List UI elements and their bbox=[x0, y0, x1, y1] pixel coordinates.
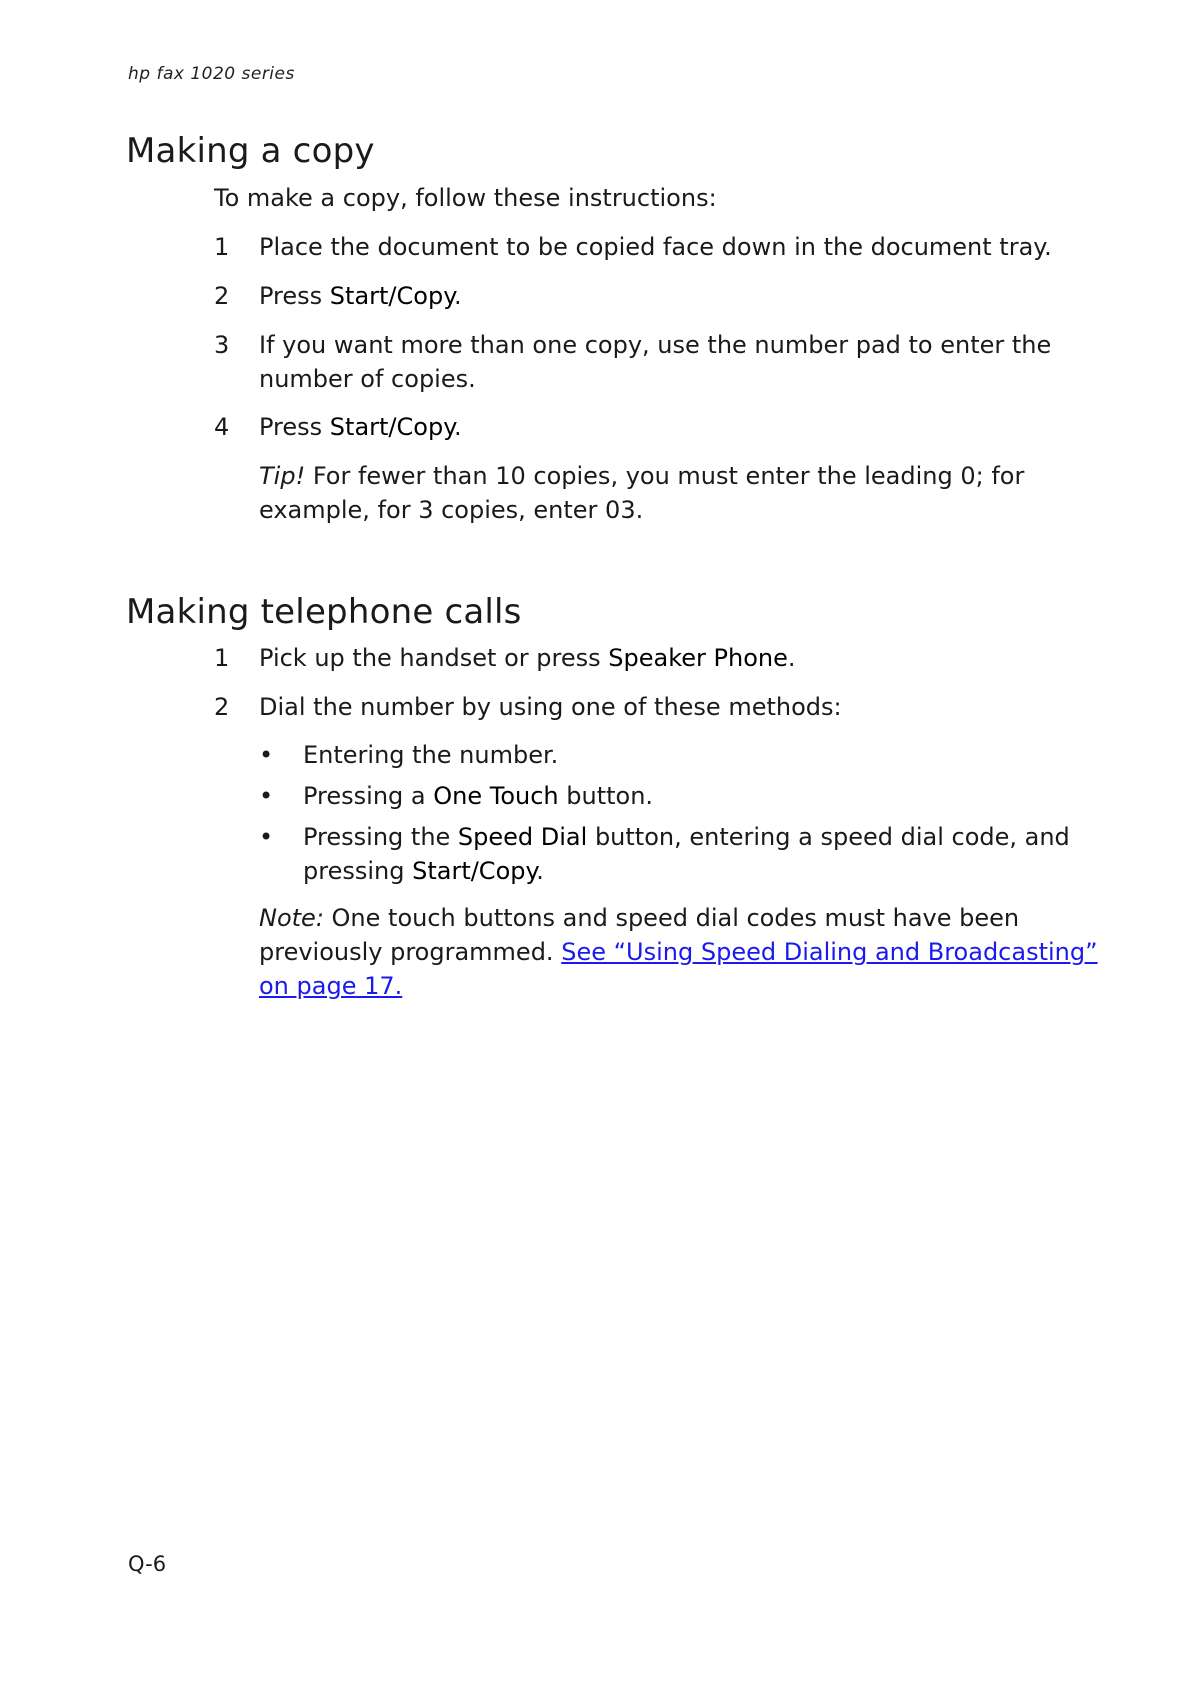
copy-step-2 bbox=[259, 279, 462, 313]
note-text-line-2: previously programmed. bbox=[259, 938, 562, 966]
key-label-start-copy: Start/Copy bbox=[329, 282, 454, 310]
method-one-touch bbox=[303, 779, 653, 813]
copy-step-4 bbox=[259, 410, 462, 444]
tip-text-line-2: example, for 3 copies, enter 03. bbox=[259, 496, 644, 524]
key-label-one-touch: One Touch bbox=[433, 782, 559, 810]
section-title-making-telephone-calls: Making telephone calls bbox=[126, 592, 522, 632]
page-number: Q-6 bbox=[128, 1552, 167, 1576]
key-label-speed-dial: Speed Dial bbox=[457, 823, 588, 851]
step-text: . bbox=[453, 282, 462, 310]
copy-tip bbox=[259, 459, 1024, 527]
method-text: button. bbox=[558, 782, 654, 810]
bullet-marker: • bbox=[259, 782, 274, 810]
step-text: Press bbox=[259, 282, 330, 310]
step-text-line-2: number of copies. bbox=[259, 365, 476, 393]
step-text: Pick up the handset or press bbox=[259, 644, 609, 672]
step-number: 4 bbox=[214, 413, 230, 441]
running-head: hp fax 1020 series bbox=[128, 64, 295, 84]
method-speed-dial bbox=[303, 820, 1070, 888]
step-number: 1 bbox=[214, 644, 230, 672]
step-number: 1 bbox=[214, 233, 230, 261]
note-text-line-1: One touch buttons and speed dial codes must have been bbox=[323, 904, 1020, 932]
bullet-marker: • bbox=[259, 823, 274, 851]
calls-step-2: Dial the number by using one of these methods: bbox=[259, 693, 842, 721]
key-label-speaker-phone: Speaker Phone bbox=[608, 644, 788, 672]
copy-step-3 bbox=[259, 328, 1051, 396]
calls-step-1 bbox=[259, 641, 796, 675]
step-number: 2 bbox=[214, 693, 230, 721]
method-text: . bbox=[536, 857, 544, 885]
link-text-line-1[interactable]: See “Using Speed Dialing and Broadcasting” bbox=[561, 938, 1098, 966]
method-text: pressing bbox=[303, 857, 413, 885]
step-text-line-1: If you want more than one copy, use the number pad to enter the bbox=[259, 331, 1052, 359]
step-number: 3 bbox=[214, 331, 230, 359]
calls-note bbox=[259, 901, 1098, 1003]
tip-text-line-1: For fewer than 10 copies, you must enter the leading 0; for bbox=[305, 462, 1025, 490]
section-title-making-a-copy: Making a copy bbox=[126, 131, 375, 171]
link-text-line-2[interactable]: on page 17. bbox=[259, 972, 403, 1000]
method-entering-number: Entering the number. bbox=[303, 741, 559, 769]
key-label-start-copy: Start/Copy bbox=[329, 413, 454, 441]
step-text: . bbox=[453, 413, 462, 441]
step-number: 2 bbox=[214, 282, 230, 310]
copy-intro: To make a copy, follow these instructions: bbox=[214, 184, 717, 212]
method-text: Pressing the bbox=[303, 823, 458, 851]
method-text: button, entering a speed dial code, and bbox=[587, 823, 1070, 851]
note-label: Note: bbox=[259, 904, 324, 932]
key-label-start-copy: Start/Copy bbox=[412, 857, 537, 885]
tip-label: Tip! bbox=[259, 462, 306, 490]
method-text: Pressing a bbox=[303, 782, 434, 810]
step-text: Press bbox=[259, 413, 330, 441]
step-text: . bbox=[787, 644, 796, 672]
bullet-marker: • bbox=[259, 741, 274, 769]
copy-step-1: Place the document to be copied face down in the document tray. bbox=[259, 233, 1052, 261]
